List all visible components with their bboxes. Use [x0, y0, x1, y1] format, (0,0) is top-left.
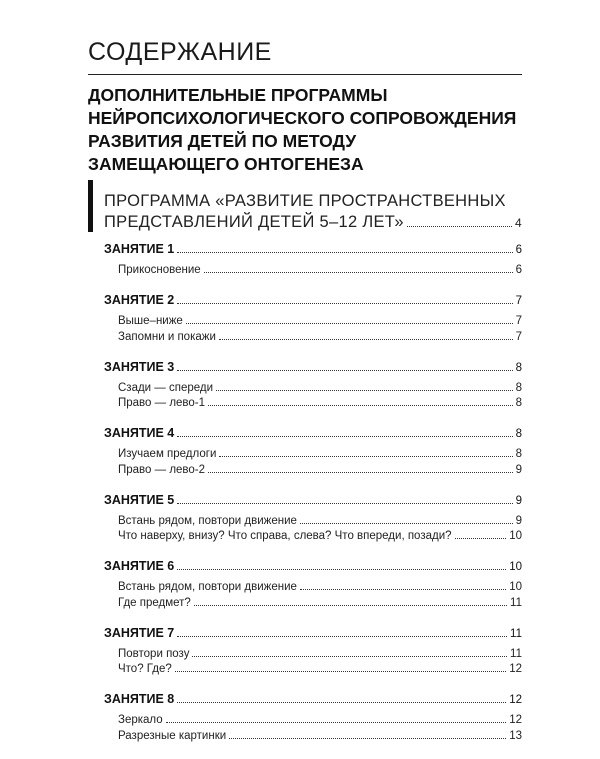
item-title: Что наверху, внизу? Что справа, слева? Что впереди, позади?: [118, 530, 452, 542]
dot-leader: [194, 605, 507, 606]
toc-item[interactable]: [104, 263, 522, 279]
page-number: 6: [515, 244, 522, 256]
toc-lesson: [104, 242, 522, 279]
subtitle-line: ДОПОЛНИТЕЛЬНЫЕ ПРОГРАММЫ: [88, 85, 388, 105]
dot-leader: [208, 472, 513, 473]
item-title: Изучаем предлоги: [118, 448, 217, 460]
dot-leader: [177, 569, 506, 570]
item-title: Разрезные картинки: [118, 729, 227, 742]
page-number: 11: [510, 627, 522, 640]
lesson-title: ЗАНЯТИЕ 5: [104, 492, 175, 507]
page-number: 12: [509, 714, 522, 726]
subtitle-line: НЕЙРОПСИХОЛОГИЧЕСКОГО СОПРОВОЖДЕНИЯ: [88, 108, 517, 128]
section-subtitle: [88, 84, 528, 176]
lesson-title: ЗАНЯТИЕ 7: [104, 625, 175, 640]
page-number: 10: [509, 581, 522, 593]
dot-leader: [216, 390, 513, 391]
toc-lesson: [104, 559, 522, 611]
program-title-line-2: ПРЕДСТАВЛЕНИЙ ДЕТЕЙ 5–12 ЛЕТ» 4: [104, 212, 522, 234]
item-title: Где предмет?: [118, 596, 191, 609]
page-number: 7: [515, 330, 522, 343]
toc-lesson: [104, 626, 522, 678]
page-number: 11: [510, 647, 522, 660]
program-title-line-1: ПРОГРАММА «РАЗВИТИЕ ПРОСТРАНСТВЕННЫХ: [104, 192, 506, 210]
toc-lesson: [104, 293, 522, 345]
page-number: 10: [509, 561, 522, 573]
title-divider: [88, 74, 522, 75]
toc-item[interactable]: [104, 529, 522, 545]
dot-leader: [300, 589, 506, 590]
toc-lesson-entry[interactable]: [104, 626, 522, 641]
toc-item[interactable]: [104, 713, 522, 729]
toc-item[interactable]: [104, 662, 522, 678]
dot-leader: [192, 656, 507, 657]
item-title: Встань рядом, повтори движение: [118, 514, 297, 527]
subtitle-line: РАЗВИТИЯ ДЕТЕЙ ПО МЕТОДУ: [88, 131, 357, 151]
toc-item[interactable]: [104, 647, 522, 663]
page-number: 7: [515, 315, 522, 327]
lesson-title: ЗАНЯТИЕ 4: [104, 426, 175, 440]
dot-leader: [177, 252, 512, 253]
page-number: 8: [515, 397, 522, 409]
item-title: Повтори позу: [118, 647, 190, 660]
lesson-title: ЗАНЯТИЕ 6: [104, 559, 175, 573]
toc-item[interactable]: [104, 463, 522, 479]
item-title: Запомни и покажи: [118, 330, 216, 343]
item-title: Сзади — спереди: [118, 381, 214, 394]
dot-leader: [177, 436, 512, 437]
dot-leader: [177, 303, 512, 304]
toc-lesson-entry[interactable]: [104, 293, 522, 308]
toc-lesson: [104, 692, 522, 744]
item-title: Право — лево-2: [118, 463, 206, 476]
page-number: 8: [515, 448, 522, 460]
toc-item[interactable]: [104, 396, 522, 412]
toc-lesson: [104, 360, 522, 412]
page-number: 9: [515, 514, 522, 527]
page-number: 8: [515, 381, 522, 394]
page-number: 7: [515, 295, 522, 307]
dot-leader: [219, 456, 512, 457]
toc-lesson-entry[interactable]: [104, 493, 522, 508]
dot-leader: [177, 503, 512, 504]
item-title: Выше–ниже: [118, 315, 183, 327]
dot-leader: [455, 538, 507, 539]
toc-lesson-entry[interactable]: [104, 242, 522, 257]
toc-lesson-entry[interactable]: [104, 692, 522, 707]
toc-item[interactable]: [104, 447, 522, 463]
toc-item[interactable]: [104, 314, 522, 330]
dot-leader: [177, 702, 506, 703]
dot-leader: [208, 405, 513, 406]
dot-leader: [300, 523, 513, 524]
subtitle-line: ЗАМЕЩАЮЩЕГО ОНТОГЕНЕЗА: [88, 154, 364, 174]
dot-leader: [186, 323, 513, 324]
item-title: Зеркало: [118, 714, 163, 726]
page-number: 4: [515, 216, 522, 230]
toc-item[interactable]: [104, 729, 522, 745]
dot-leader: [175, 671, 506, 672]
toc-lesson: [104, 493, 522, 545]
toc-item[interactable]: [104, 580, 522, 596]
item-title: Прикосновение: [118, 264, 201, 276]
page-number: 11: [510, 596, 522, 609]
dot-leader: [166, 722, 507, 723]
page-number: 9: [515, 463, 522, 476]
table-of-contents: [104, 242, 522, 759]
toc-item[interactable]: [104, 596, 522, 612]
program-marker-bar: [88, 180, 93, 232]
item-title: Что? Где?: [118, 663, 172, 675]
item-title: Встань рядом, повтори движение: [118, 581, 297, 593]
lesson-title: ЗАНЯТИЕ 2: [104, 293, 175, 307]
item-title: Право — лево-1: [118, 397, 206, 409]
toc-lesson-entry[interactable]: [104, 559, 522, 574]
page-number: 8: [515, 428, 522, 440]
page-number: 9: [515, 494, 522, 507]
page-number: 8: [515, 361, 522, 374]
toc-item[interactable]: [104, 330, 522, 346]
lesson-title: ЗАНЯТИЕ 1: [104, 242, 175, 256]
lesson-title: ЗАНЯТИЕ 8: [104, 692, 175, 706]
page-number: 6: [515, 264, 522, 276]
page-number: 10: [509, 530, 522, 542]
dot-leader: [219, 339, 513, 340]
toc-item[interactable]: [104, 514, 522, 530]
dot-leader: [407, 226, 512, 227]
lesson-title: ЗАНЯТИЕ 3: [104, 359, 175, 374]
toc-item[interactable]: [104, 381, 522, 397]
toc-lesson: [104, 426, 522, 478]
program-heading: [104, 191, 522, 234]
dot-leader: [177, 636, 507, 637]
dot-leader: [177, 370, 512, 371]
dot-leader: [229, 738, 506, 739]
page-number: 13: [509, 729, 522, 742]
page-number: 12: [509, 694, 522, 706]
page-title: СОДЕРЖАНИЕ: [88, 38, 272, 66]
toc-lesson-entry[interactable]: [104, 360, 522, 375]
dot-leader: [204, 272, 513, 273]
toc-lesson-entry[interactable]: [104, 426, 522, 441]
page-number: 12: [509, 663, 522, 675]
